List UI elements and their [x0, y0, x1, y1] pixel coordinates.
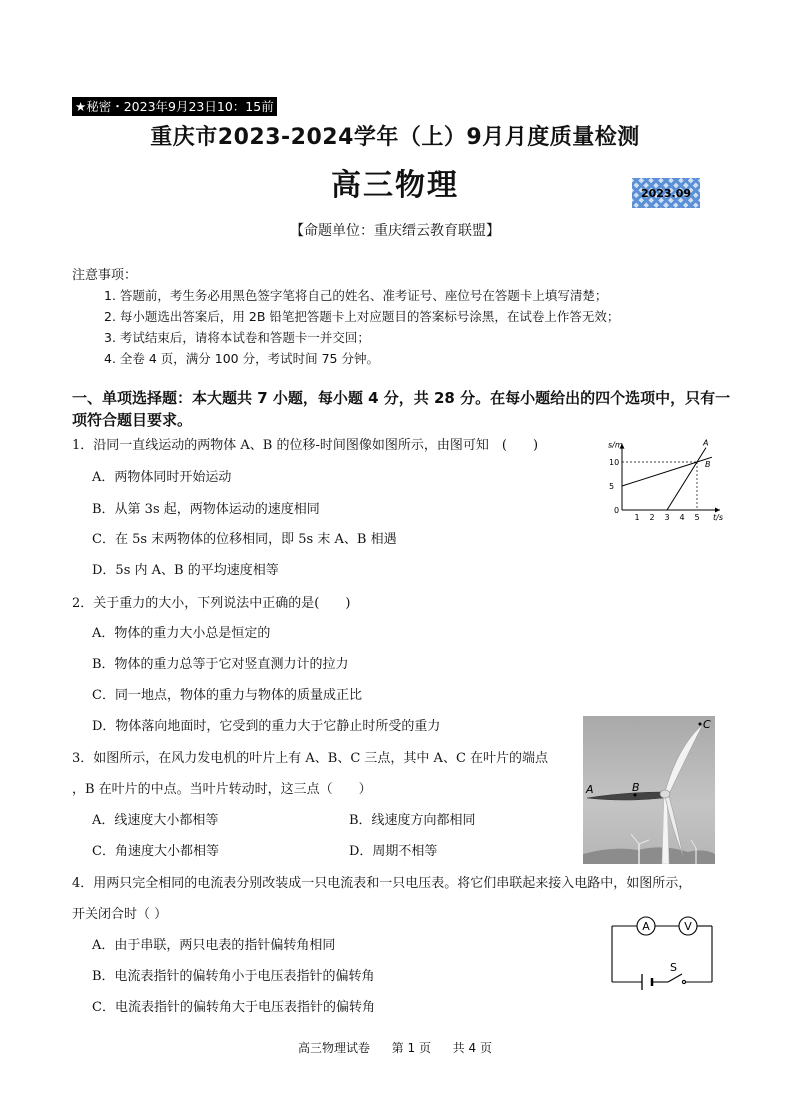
- question-3-stem-line1: 3．如图所示，在风力发电机的叶片上有 A、B、C 三点，其中 A、C 在叶片的端点: [72, 751, 549, 766]
- y-tick-label: 5: [609, 482, 615, 491]
- footer-total-number: 4: [468, 1041, 477, 1055]
- footer-page-suffix: 页: [418, 1041, 431, 1055]
- series-label-b: B: [705, 460, 711, 470]
- date-badge: 2023.09: [632, 178, 700, 208]
- question-4-option-b: B．电流表指针的偏转角小于电压表指针的偏转角: [92, 969, 375, 984]
- origin-label: 0: [614, 506, 620, 515]
- footer-page-number: 1: [407, 1041, 416, 1055]
- question-2-option-b: B．物体的重力总等于它对竖直测力计的拉力: [92, 657, 349, 672]
- point-c-label: C: [703, 718, 711, 731]
- point-c-marker: [699, 723, 702, 726]
- voltmeter-label: V: [684, 920, 692, 933]
- x-axis-arrow: [715, 508, 720, 513]
- question-2-option-d: D．物体落向地面时，它受到的重力大于它静止时所受的重力: [92, 719, 441, 734]
- question-3-option-b: B．线速度方向都相同: [349, 813, 476, 828]
- ammeter-label: A: [642, 920, 650, 933]
- question-3-stem-line2: ，B 在叶片的中点。当叶片转动时，这三点（ ）: [72, 782, 372, 797]
- question-3-option-c: C．角速度大小都相等: [92, 844, 219, 859]
- question-3-option-a: A．线速度大小都相等: [92, 813, 219, 828]
- question-4-option-c: C．电流表指针的偏转角大于电压表指针的偏转角: [92, 1000, 375, 1015]
- question-4-option-a: A．由于串联，两只电表的指针偏转角相同: [92, 938, 336, 953]
- displacement-time-chart: [598, 432, 724, 524]
- question-4-stem-line2: 开关闭合时（ ）: [72, 907, 168, 922]
- series-line-a: [667, 448, 706, 510]
- notice-title: 注意事项：: [72, 268, 138, 283]
- page-footer: [0, 1039, 790, 1056]
- series-label-a: A: [703, 438, 709, 448]
- authoring-unit: 【命题单位：重庆缙云教育联盟】: [290, 223, 500, 239]
- switch-lever: [668, 974, 682, 982]
- subject-title: 高三物理: [331, 168, 459, 203]
- x-tick-label: 4: [679, 513, 685, 522]
- question-2-option-a: A．物体的重力大小总是恒定的: [92, 626, 271, 641]
- footer-total-suffix: 页: [479, 1041, 492, 1055]
- series-line-b: [622, 457, 712, 486]
- wind-turbine-photo: [583, 716, 715, 864]
- question-1-option-a: A．两物体同时开始运动: [92, 470, 232, 485]
- x-tick-label: 5: [694, 513, 700, 522]
- question-1-stem: 1．沿同一直线运动的两物体 A、B 的位移-时间图像如图所示，由图可知 ( ): [72, 438, 539, 453]
- question-4-stem-line1: 4．用两只完全相同的电流表分别改装成一只电流表和一只电压表。将它们串联起来接入电路中，如图所示，: [72, 876, 692, 891]
- switch-label: S: [670, 961, 677, 974]
- notice-item: 3. 考试结束后，请将本试卷和答题卡一并交回；: [104, 330, 370, 345]
- y-axis-label: s/m: [608, 440, 623, 450]
- question-1-option-c: C．在 5s 末两物体的位移相同，即 5s 末 A、B 相遇: [92, 532, 397, 547]
- notice-item: 2. 每小题选出答案后，用 2B 铅笔把答题卡上对应题目的答案标号涂黑，在试卷上作答无效；: [104, 309, 620, 324]
- x-tick-label: 3: [664, 513, 670, 522]
- point-b-label: B: [632, 781, 640, 794]
- notice-item: 1. 答题前，考生务必用黑色签字笔将自己的姓名、准考证号、座位号在答题卡上填写清楚；: [104, 288, 608, 303]
- x-tick-label: 2: [649, 513, 655, 522]
- notice-item: 4. 全卷 4 页，满分 100 分，考试时间 75 分钟。: [104, 351, 379, 366]
- circuit-diagram: [608, 912, 718, 994]
- exam-title: 重庆市2023-2024学年（上）9月月度质量检测: [150, 125, 640, 150]
- turbine-hub: [660, 790, 670, 798]
- point-a-label: A: [586, 783, 594, 796]
- question-1-option-d: D．5s 内 A、B 的平均速度相等: [92, 563, 279, 578]
- footer-page-prefix: 第: [391, 1041, 404, 1055]
- question-3-option-d: D．周期不相等: [349, 844, 438, 859]
- x-tick-label: 1: [634, 513, 640, 522]
- y-tick-label: 10: [609, 458, 620, 467]
- x-axis-label: t/s: [713, 513, 723, 522]
- footer-total-prefix: 共: [452, 1041, 465, 1055]
- question-2-option-c: C．同一地点，物体的重力与物体的质量成正比: [92, 688, 362, 703]
- question-1-option-b: B．从第 3s 起，两物体运动的速度相同: [92, 502, 320, 517]
- section-heading: 一、单项选择题：本大题共 7 小题，每小题 4 分，共 28 分。在每小题给出的四个选项中，只有一项符合题目要求。: [72, 389, 731, 429]
- secret-banner: ★秘密・2023年9月23日10：15前: [72, 97, 277, 116]
- footer-title: 高三物理试卷: [298, 1041, 371, 1055]
- switch-contact: [682, 980, 685, 983]
- question-2-stem: 2．关于重力的大小，下列说法中正确的是( ): [72, 596, 351, 611]
